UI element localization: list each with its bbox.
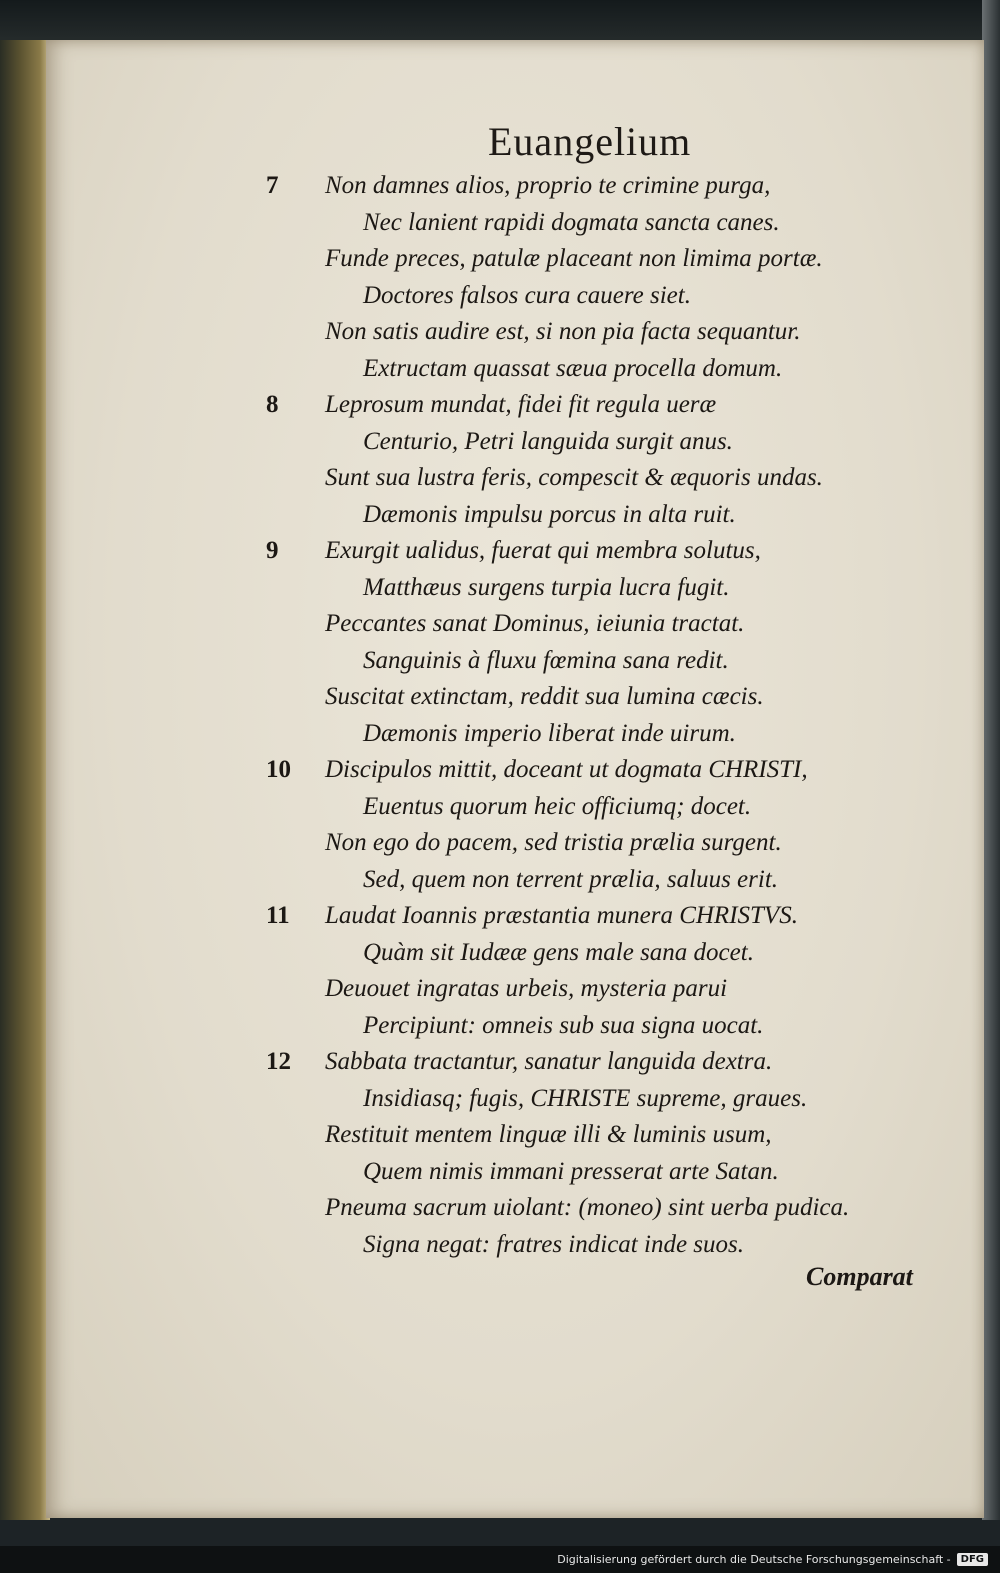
verse-line: Non satis audire est, si non pia facta sequantur.: [325, 318, 801, 345]
verse-line: Non damnes alios, proprio te crimine purga,: [325, 172, 771, 199]
verse-line: Deuouet ingratas urbeis, mysteria parui: [325, 975, 728, 1002]
book-cover-edge: [0, 40, 50, 1520]
verse-line: Euentus quorum heic officiumq; docet.: [363, 792, 752, 820]
catchword: Comparat: [806, 1262, 913, 1291]
chapter-number: 12: [266, 1048, 291, 1075]
chapter-number: 10: [266, 756, 291, 783]
verse-line: Pneuma sacrum uiolant: (moneo) sint uerba pudica.: [325, 1194, 850, 1221]
chapter-number: 7: [266, 172, 279, 199]
verse-line: Peccantes sanat Dominus, ieiunia tractat.: [325, 610, 745, 637]
verse-line: Exurgit ualidus, fuerat qui membra solutus,: [325, 537, 761, 564]
verse-line: Signa negat: fratres indicat inde suos.: [363, 1230, 744, 1258]
footer-credit: Digitalisierung gefördert durch die Deutsche Forschungsgemeinschaft -: [557, 1553, 951, 1566]
verse-line: Sunt sua lustra feris, compescit & æquoris undas.: [325, 464, 823, 491]
verse-line: Centurio, Petri languida surgit anus.: [363, 427, 733, 455]
verse-line: Suscitat extinctam, reddit sua lumina cæcis.: [325, 683, 764, 710]
chapter-number: 9: [266, 537, 279, 564]
digitization-footer: [0, 1546, 1000, 1573]
chapter-number: 11: [266, 902, 290, 929]
verse-line: Sed, quem non terrent prælia, saluus erit.: [363, 865, 779, 893]
book-right-edge: [982, 0, 1000, 1520]
dfg-logo: DFG: [957, 1553, 988, 1566]
verse-line: Laudat Ioannis præstantia munera CHRISTVS.: [325, 902, 798, 929]
verse-line: Dæmonis impulsu porcus in alta ruit.: [363, 500, 736, 528]
verse-line: Percipiunt: omneis sub sua signa uocat.: [363, 1011, 764, 1039]
verse-line: Matthæus surgens turpia lucra fugit.: [363, 573, 730, 601]
verse-line: Leprosum mundat, fidei fit regula ueræ: [325, 391, 717, 418]
verse-line: Insidiasq; fugis, CHRISTE supreme, graues.: [363, 1084, 808, 1112]
verse-line: Discipulos mittit, doceant ut dogmata CHRISTI,: [325, 756, 808, 783]
book-top-edge: [0, 0, 1000, 44]
verse-line: Sabbata tractantur, sanatur languida dextra.: [325, 1048, 773, 1075]
verse-line: Dæmonis imperio liberat inde uirum.: [363, 719, 736, 747]
verse-line: Nec lanient rapidi dogmata sancta canes.: [363, 208, 780, 236]
verse-line: Restituit mentem linguæ illi & luminis usum,: [325, 1121, 772, 1148]
verse-line: Quem nimis immani presserat arte Satan.: [363, 1157, 779, 1185]
verse-line: Funde preces, patulæ placeant non limima portæ.: [325, 245, 823, 272]
verse-line: Non ego do pacem, sed tristia prælia surgent.: [325, 829, 782, 856]
chapter-number: 8: [266, 391, 279, 418]
verse-line: Extructam quassat sæua procella domum.: [363, 354, 783, 382]
running-title: Euangelium: [488, 119, 692, 164]
verse-line: Quàm sit Iudææ gens male sana docet.: [363, 938, 754, 966]
verse-line: Doctores falsos cura cauere siet.: [363, 281, 691, 309]
verse-line: Sanguinis à fluxu fœmina sana redit.: [363, 646, 729, 674]
